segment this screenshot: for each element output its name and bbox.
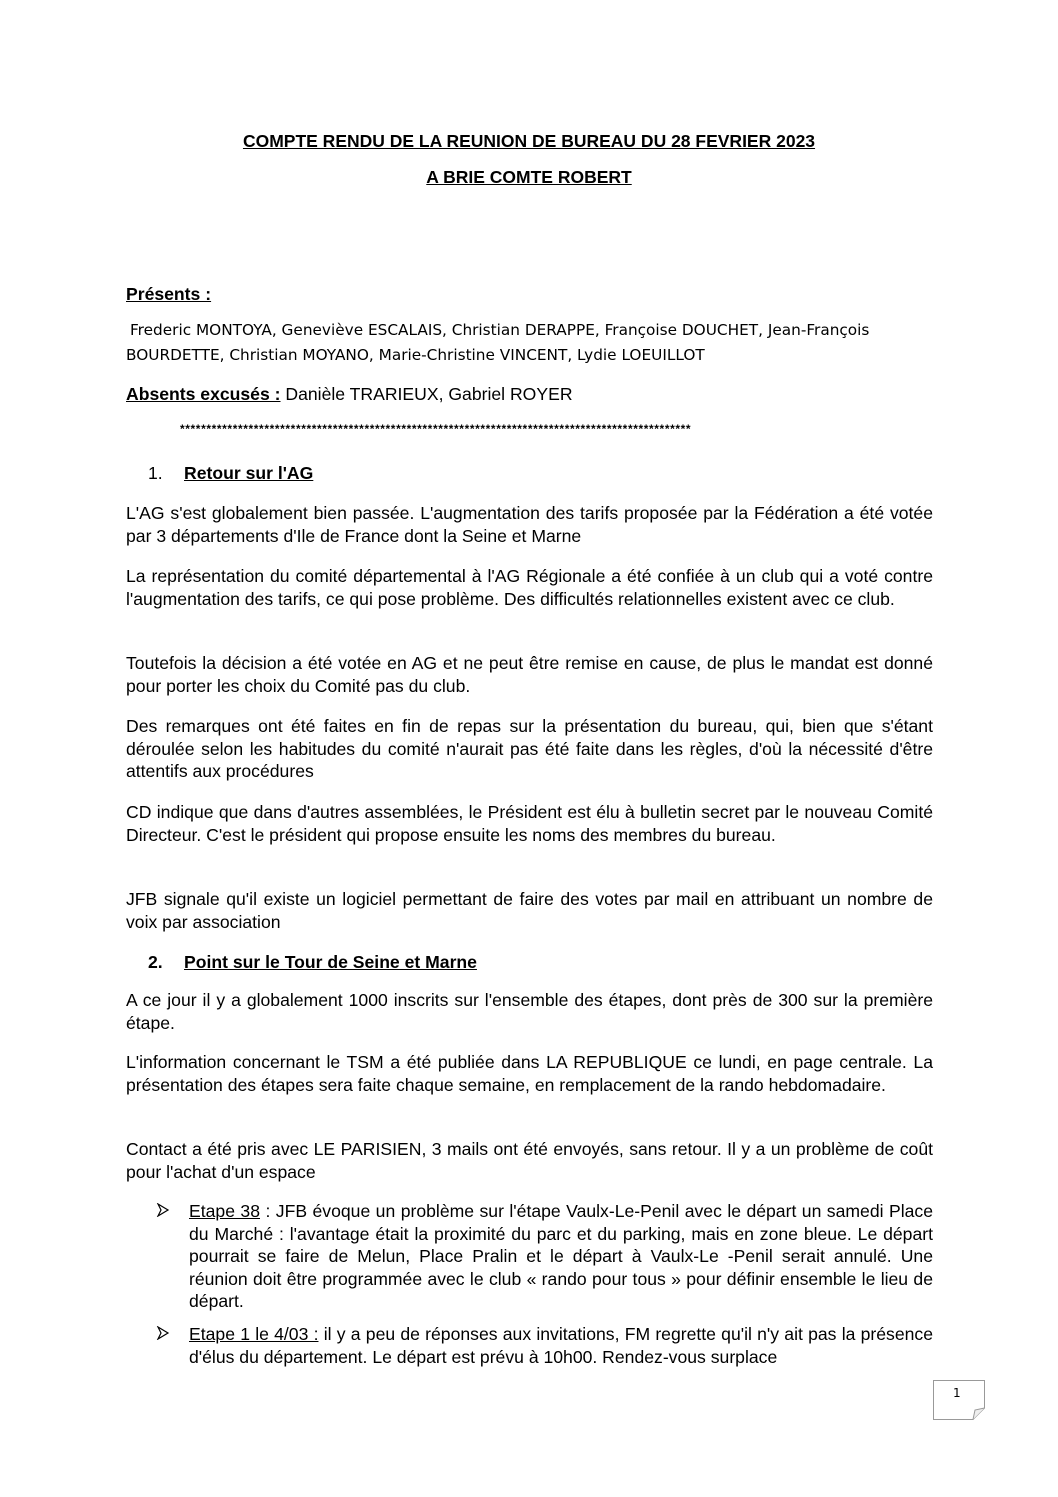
paragraph: Toutefois la décision a été votée en AG et ne peut être remise en cause, de plus le mandat est donné pour porter les choix du Comité pas du club. [126, 653, 933, 696]
document-title: COMPTE RENDU DE LA REUNION DE BUREAU DU 28 FEVRIER 2023 [242, 131, 816, 151]
section-number: 2. [148, 952, 163, 972]
absents-row [126, 384, 573, 405]
list-item [156, 1323, 933, 1368]
list-item-label: Etape 1 le 4/03 : [189, 1324, 319, 1344]
section-title: Point sur le Tour de Seine et Marne [184, 952, 477, 972]
presents-label: Présents : [126, 284, 212, 304]
presents-line: BOURDETTE, Christian MOYANO, Marie-Christine VINCENT, Lydie LOEUILLOT [126, 346, 705, 364]
section-number: 1. [148, 463, 163, 483]
absents-label: Absents excusés : [126, 384, 281, 404]
section-heading [148, 463, 313, 484]
section-title: Retour sur l'AG [184, 463, 314, 483]
paragraph: JFB signale qu'il existe un logiciel permettant de faire des votes par mail en attribuant un nombre de voix par association [126, 889, 933, 932]
arrow-bullet-icon [156, 1326, 170, 1340]
list-item-label: Etape 38 [189, 1201, 260, 1221]
absents-names: Danièle TRARIEUX, Gabriel ROYER [280, 384, 573, 404]
page-number: 1 [953, 1386, 961, 1400]
paragraph: Des remarques ont été faites en fin de repas sur la présentation du bureau, qui, bien que s'étant déroulée selon les habitudes du comité n'aurait pas été faite dans les règles, d'où la nécessité d'être attentifs aux procédures [126, 716, 933, 782]
document-subtitle: A BRIE COMTE ROBERT [426, 167, 632, 187]
paragraph: L'AG s'est globalement bien passée. L'augmentation des tarifs proposée par la Fédération a été votée par 3 départements d'Ile de France dont la Seine et Marne [126, 503, 933, 546]
presents-line: Frederic MONTOYA, Geneviève ESCALAIS, Christian DERAPPE, Françoise DOUCHET, Jean-François [130, 321, 870, 339]
paragraph: CD indique que dans d'autres assemblées, le Président est élu à bulletin secret par le nouveau Comité Directeur. C'est le président qui propose ensuite les noms des membres du bureau. [126, 802, 933, 845]
presents-list [126, 318, 946, 368]
list-item-text: : JFB évoque un problème sur l'étape Vaulx-Le-Penil avec le départ un samedi Place du Marché : l'avantage était la proximité du parc et du parking, mais en zone bleue. Le départ pourrait se faire de Melun, Place Pralin et le départ à Vaulx-Le -Penil serait annulé. Une réunion doit être programmée avec le club « rando pour tous » pour définir ensemble le lieu de départ. [189, 1201, 933, 1312]
arrow-bullet-icon [156, 1203, 170, 1217]
list-item-text: il y a peu de réponses aux invitations, FM regrette qu'il n'y ait pas la présence d'élus du département. Le départ est prévu à 10h00. Rendez-vous surplace [189, 1324, 933, 1367]
separator: ************************************************************************************************* [180, 422, 692, 436]
paragraph: A ce jour il y a globalement 1000 inscrits sur l'ensemble des étapes, dont près de 300 sur la première étape. [126, 990, 933, 1033]
paragraph: L'information concernant le TSM a été publiée dans LA REPUBLIQUE ce lundi, en page centrale. La présentation des étapes sera faite chaque semaine, en remplacement de la rando hebdomadaire. [126, 1052, 933, 1095]
paragraph: Contact a été pris avec LE PARISIEN, 3 mails ont été envoyés, sans retour. Il y a un problème de coût pour l'achat d'un espace [126, 1139, 933, 1182]
list-item [156, 1200, 933, 1313]
paragraph: La représentation du comité départemental à l'AG Régionale a été confiée à un club qui a voté contre l'augmentation des tarifs, ce qui pose problème. Des difficultés relationnelles existent avec ce club. [126, 566, 933, 609]
section-heading [148, 952, 477, 973]
